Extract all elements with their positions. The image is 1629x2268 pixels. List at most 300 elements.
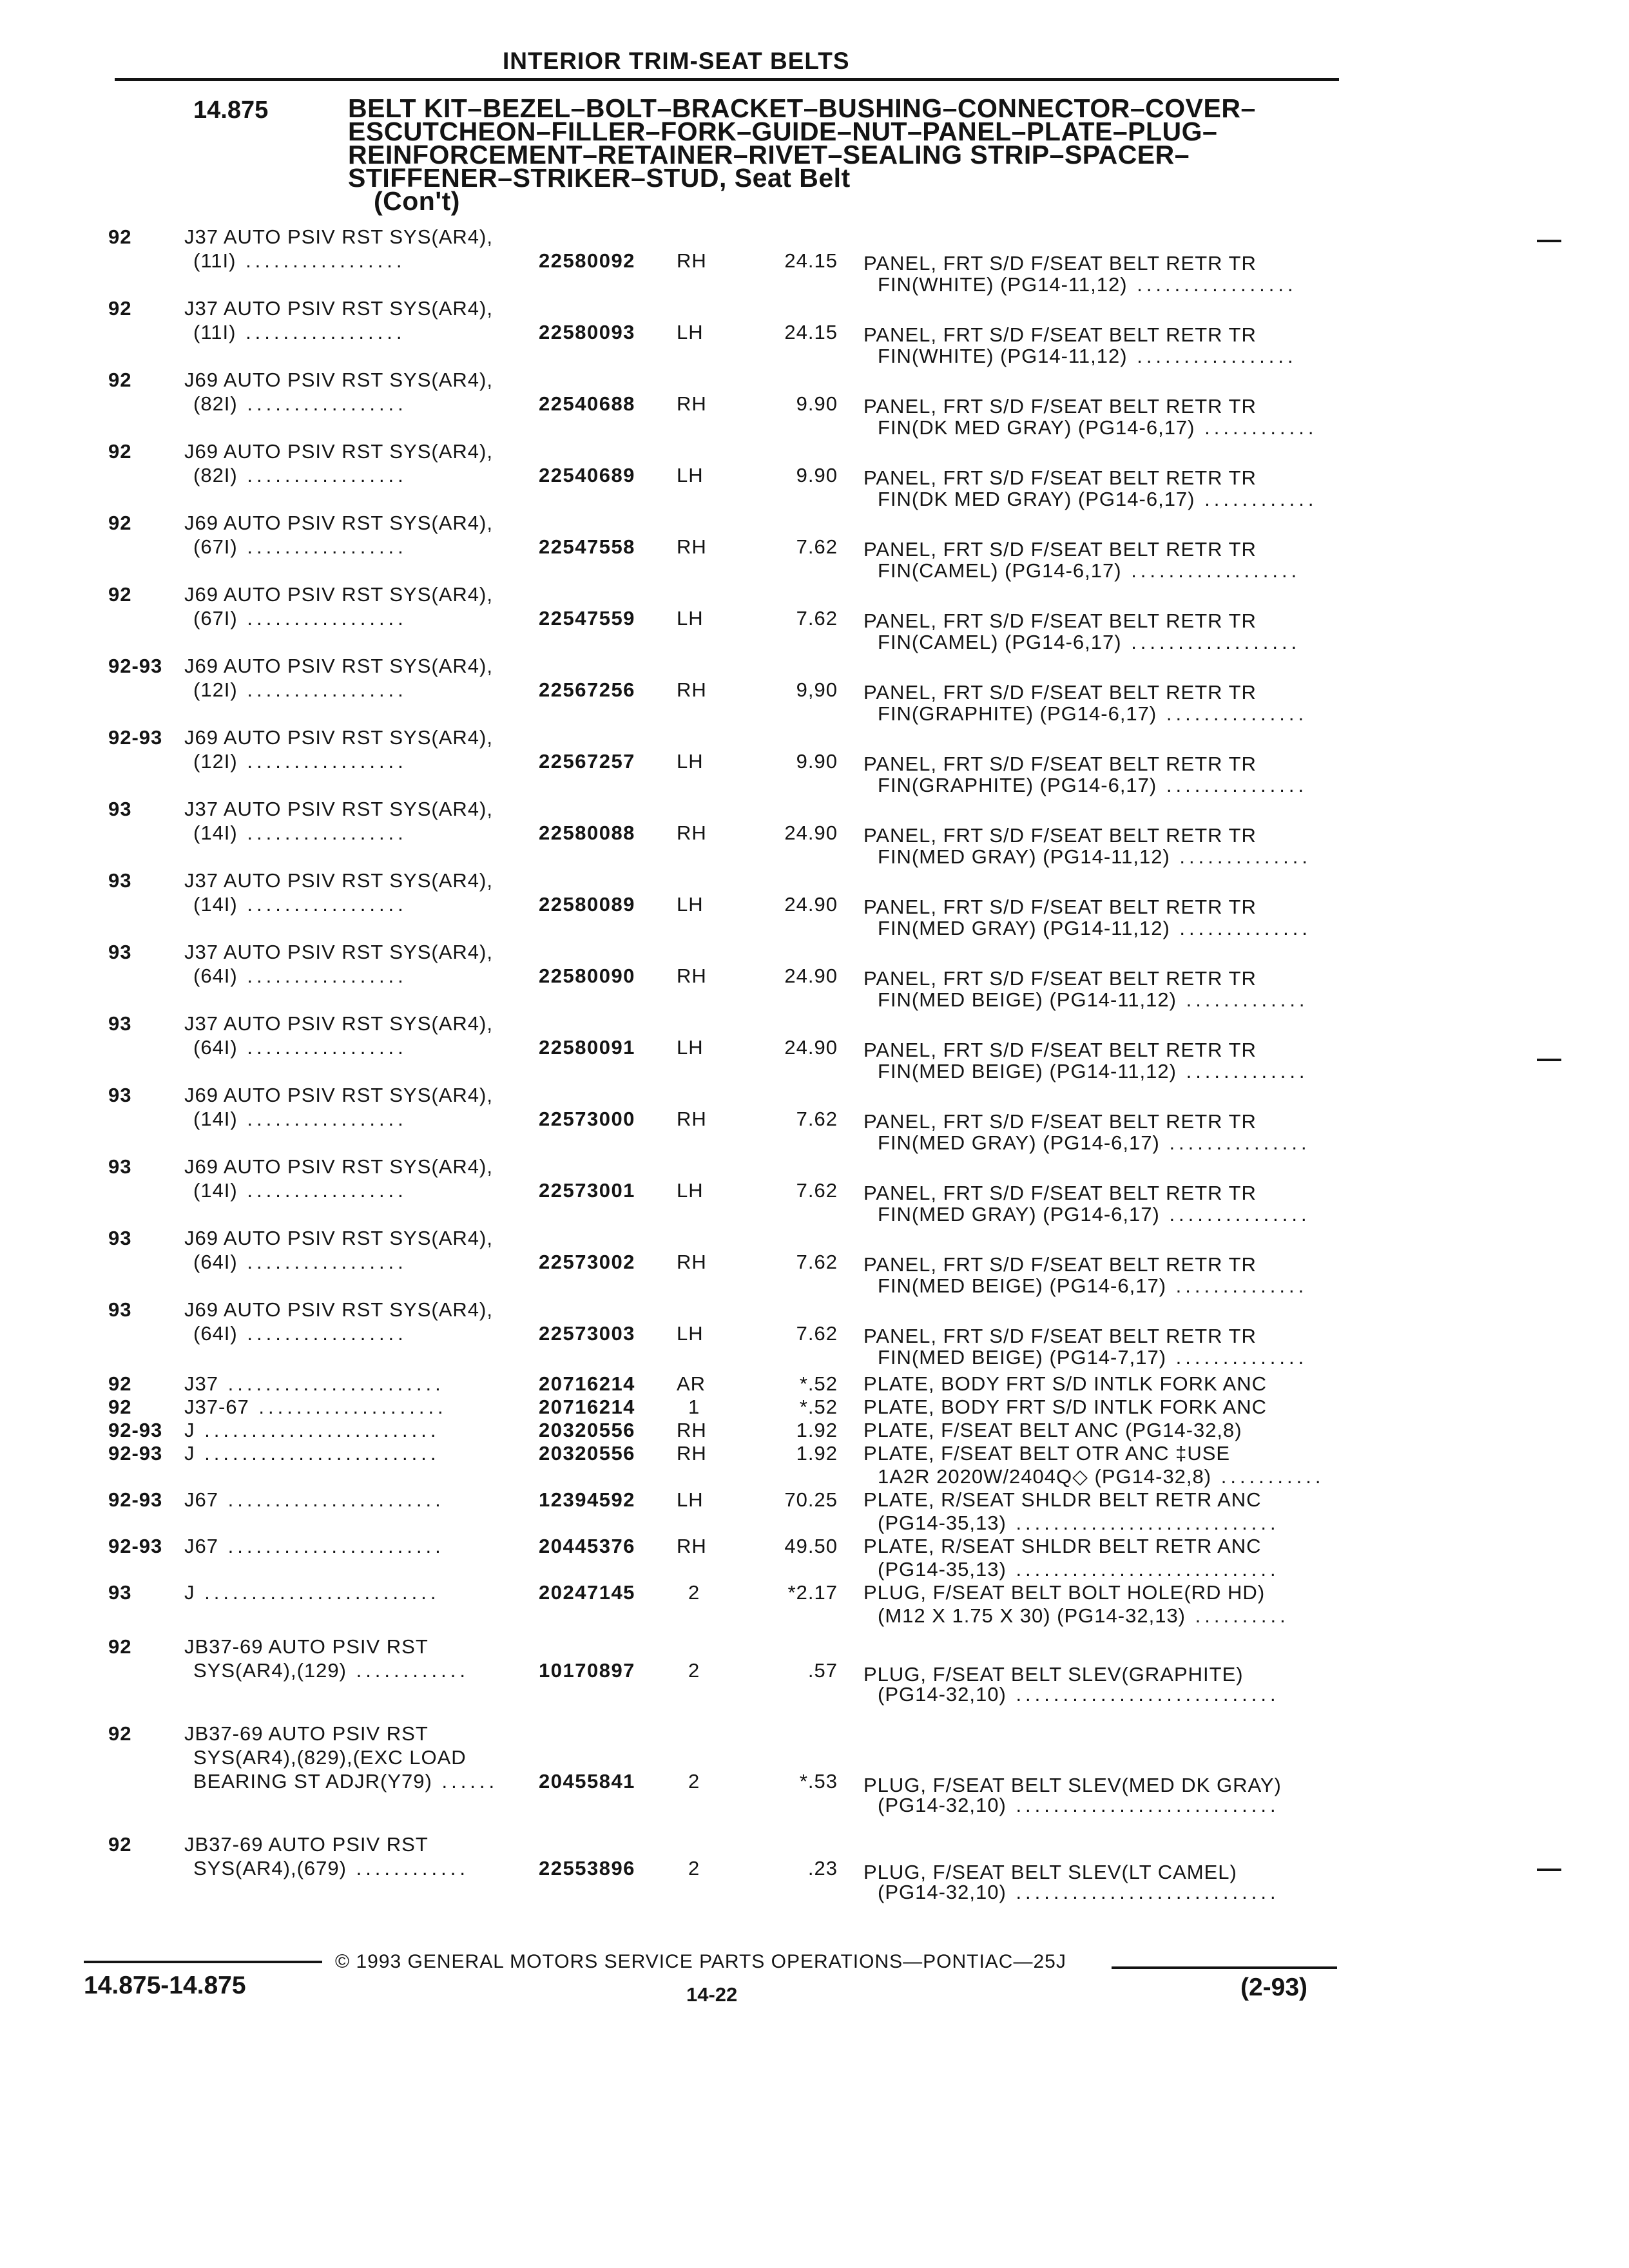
- application-text: J37 AUTO PSIV RST SYS(AR4),: [184, 226, 493, 248]
- quantity: LH: [677, 1036, 704, 1059]
- price: 9.90: [796, 392, 838, 415]
- dot-leader: .................: [237, 392, 407, 415]
- row-line: [0, 702, 1629, 726]
- dot-leader: ............................: [1006, 1881, 1280, 1903]
- quantity: LH: [677, 1322, 704, 1345]
- dot-leader: ..............: [1170, 845, 1311, 868]
- dot-leader: .......................: [218, 1488, 445, 1511]
- part-number: 22547559: [539, 607, 635, 629]
- dot-leader: ..............: [1170, 917, 1311, 939]
- row-line: [0, 1535, 1629, 1558]
- dot-leader: ......: [432, 1770, 499, 1792]
- description: FIN(DK MED GRAY) (PG14-6,17) ............: [878, 416, 1318, 439]
- description: FIN(MED GRAY) (PG14-11,12) ..............: [878, 917, 1311, 939]
- dot-leader: ............................: [1006, 1512, 1280, 1534]
- part-number: 20445376: [539, 1535, 635, 1557]
- description: FIN(WHITE) (PG14-11,12) .................: [878, 273, 1297, 296]
- description: (PG14-35,13) ............................: [878, 1512, 1280, 1534]
- row-line: [0, 988, 1629, 1012]
- row-line: [0, 1179, 1629, 1203]
- price: .23: [807, 1857, 838, 1879]
- row-line: [0, 893, 1629, 917]
- dot-leader: ............: [346, 1659, 469, 1682]
- dot-leader: ...........: [1211, 1465, 1325, 1488]
- row-line: [0, 297, 1629, 321]
- row-line: [0, 583, 1629, 607]
- table-row: [0, 1155, 1629, 1227]
- table-row: [0, 369, 1629, 440]
- row-line: [0, 1683, 1629, 1707]
- description: FIN(GRAPHITE) (PG14-6,17) ...............: [878, 702, 1308, 725]
- model-year: 93: [108, 1012, 132, 1035]
- quantity: AR: [677, 1372, 706, 1395]
- row-line: [0, 1604, 1629, 1628]
- model-year: 92: [108, 1833, 132, 1856]
- price: 24.90: [784, 1036, 838, 1059]
- part-number: 22553896: [539, 1857, 635, 1879]
- row-line: [0, 607, 1629, 631]
- description: PANEL, FRT S/D F/SEAT BELT RETR TR: [863, 395, 1257, 418]
- part-number: 22580091: [539, 1036, 635, 1059]
- application-text: SYS(AR4),(129) ............: [193, 1659, 469, 1682]
- price: .57: [807, 1659, 838, 1682]
- row-line: [0, 822, 1629, 845]
- table-row: [0, 1396, 1629, 1419]
- application-text: J37-67 ....................: [184, 1396, 447, 1418]
- quantity: RH: [677, 1442, 707, 1465]
- dot-leader: .................: [236, 321, 406, 343]
- description: PANEL, FRT S/D F/SEAT BELT RETR TR: [863, 1182, 1257, 1204]
- description: PLUG, F/SEAT BELT SLEV(GRAPHITE): [863, 1663, 1244, 1686]
- quantity: 2: [688, 1857, 700, 1879]
- row-line: [0, 1857, 1629, 1881]
- table-row: [0, 941, 1629, 1012]
- application-text: (12I) .................: [193, 678, 407, 701]
- part-number: 20247145: [539, 1581, 635, 1604]
- part-number: 20716214: [539, 1396, 635, 1418]
- application-text: JB37-69 AUTO PSIV RST: [184, 1833, 429, 1856]
- description: FIN(MED GRAY) (PG14-6,17) ...............: [878, 1131, 1311, 1154]
- table-row: [0, 726, 1629, 798]
- price: 7.62: [796, 1108, 838, 1130]
- dot-leader: ............................: [1006, 1794, 1280, 1816]
- part-number: 22573001: [539, 1179, 635, 1202]
- row-line: [0, 1155, 1629, 1179]
- quantity: RH: [677, 1419, 707, 1441]
- model-year: 92: [108, 1722, 132, 1745]
- model-year: 93: [108, 941, 132, 963]
- part-number: 22573003: [539, 1322, 635, 1345]
- description: FIN(WHITE) (PG14-11,12) .................: [878, 345, 1297, 367]
- row-line: [0, 774, 1629, 798]
- quantity: 1: [688, 1396, 700, 1418]
- row-line: [0, 1746, 1629, 1770]
- quantity: RH: [677, 965, 707, 987]
- row-line: [0, 1442, 1629, 1465]
- application-text: J37 AUTO PSIV RST SYS(AR4),: [184, 941, 493, 963]
- application-text: J .........................: [184, 1419, 440, 1441]
- dot-leader: .................: [237, 607, 407, 629]
- model-year: 93: [108, 869, 132, 892]
- row-line: [0, 226, 1629, 249]
- description: PANEL, FRT S/D F/SEAT BELT RETR TR: [863, 681, 1257, 704]
- description: PLUG, F/SEAT BELT BOLT HOLE(RD HD): [863, 1581, 1266, 1604]
- dot-leader: .................: [1127, 345, 1297, 367]
- section-number: 14.875: [193, 97, 269, 124]
- price: 7.62: [796, 607, 838, 629]
- section-heading: [348, 93, 1315, 216]
- row-line: [0, 1203, 1629, 1227]
- model-year: 93: [108, 1298, 132, 1321]
- row-line: [0, 965, 1629, 988]
- page-title: INTERIOR TRIM-SEAT BELTS: [503, 48, 850, 74]
- part-number: 20320556: [539, 1442, 635, 1465]
- price: 7.62: [796, 1251, 838, 1273]
- part-number: 12394592: [539, 1488, 635, 1511]
- row-line: [0, 1419, 1629, 1442]
- row-line: [0, 1036, 1629, 1060]
- row-line: [0, 369, 1629, 392]
- price: 24.90: [784, 965, 838, 987]
- row-line: [0, 464, 1629, 488]
- dot-leader: .................: [237, 750, 407, 773]
- part-number: 22580090: [539, 965, 635, 987]
- part-number: 22580089: [539, 893, 635, 916]
- table-row: [0, 869, 1629, 941]
- description: (PG14-35,13) ............................: [878, 1558, 1280, 1581]
- row-line: [0, 1274, 1629, 1298]
- description: PANEL, FRT S/D F/SEAT BELT RETR TR: [863, 538, 1257, 561]
- dot-leader: .................: [237, 965, 407, 987]
- table-row: [0, 1298, 1629, 1370]
- description: PLUG, F/SEAT BELT SLEV(LT CAMEL): [863, 1861, 1237, 1883]
- row-line: [0, 1794, 1629, 1818]
- price: 7.62: [796, 1322, 838, 1345]
- application-text: (67I) .................: [193, 535, 407, 558]
- dot-leader: ............................: [1006, 1683, 1280, 1706]
- dot-leader: .............: [1176, 1060, 1309, 1082]
- description: PANEL, FRT S/D F/SEAT BELT RETR TR: [863, 466, 1257, 489]
- table-row: [0, 226, 1629, 297]
- part-number: 22567256: [539, 678, 635, 701]
- price: *.53: [799, 1770, 838, 1792]
- model-year: 92-93: [108, 655, 163, 677]
- quantity: LH: [677, 607, 704, 629]
- dot-leader: ...............: [1157, 774, 1308, 796]
- row-line: [0, 321, 1629, 345]
- dot-leader: .................: [1127, 273, 1297, 296]
- part-number: 22567257: [539, 750, 635, 773]
- application-text: (64I) .................: [193, 1322, 407, 1345]
- quantity: LH: [677, 1179, 704, 1202]
- footer-rule-right: [1112, 1966, 1337, 1969]
- application-text: J37 AUTO PSIV RST SYS(AR4),: [184, 798, 493, 820]
- quantity: LH: [677, 321, 704, 343]
- quantity: RH: [677, 822, 707, 844]
- part-number: 22540688: [539, 392, 635, 415]
- model-year: 93: [108, 798, 132, 820]
- description: (PG14-32,10) ............................: [878, 1794, 1280, 1816]
- row-line: [0, 726, 1629, 750]
- row-line: [0, 1108, 1629, 1131]
- application-text: J67 .......................: [184, 1535, 445, 1557]
- application-text: J69 AUTO PSIV RST SYS(AR4),: [184, 512, 493, 534]
- table-row: [0, 1419, 1629, 1442]
- model-year: 92: [108, 369, 132, 391]
- row-line: [0, 917, 1629, 941]
- description: PANEL, FRT S/D F/SEAT BELT RETR TR: [863, 1325, 1257, 1347]
- model-year: 92: [108, 297, 132, 320]
- dot-leader: ............: [1195, 416, 1318, 439]
- description: FIN(MED GRAY) (PG14-6,17) ...............: [878, 1203, 1311, 1225]
- application-text: J69 AUTO PSIV RST SYS(AR4),: [184, 1298, 493, 1321]
- dot-leader: .................: [237, 1036, 407, 1059]
- quantity: LH: [677, 464, 704, 486]
- application-text: J .........................: [184, 1442, 440, 1465]
- application-text: (14I) .................: [193, 822, 407, 844]
- footer-rule-left: [84, 1961, 322, 1963]
- row-line: [0, 1465, 1629, 1488]
- row-line: [0, 1558, 1629, 1581]
- application-text: (64I) .................: [193, 1251, 407, 1273]
- part-number: 22540689: [539, 464, 635, 486]
- dot-leader: .................: [237, 1322, 407, 1345]
- dot-leader: .................: [237, 822, 407, 844]
- description: PANEL, FRT S/D F/SEAT BELT RETR TR: [863, 610, 1257, 632]
- quantity: RH: [677, 1535, 707, 1557]
- description: FIN(CAMEL) (PG14-6,17) ..................: [878, 559, 1301, 582]
- row-line: [0, 750, 1629, 774]
- row-line: [0, 1298, 1629, 1322]
- dot-leader: .........................: [195, 1419, 440, 1441]
- application-text: J69 AUTO PSIV RST SYS(AR4),: [184, 726, 493, 749]
- model-year: 92-93: [108, 726, 163, 749]
- dot-leader: ....................: [249, 1396, 447, 1418]
- dot-leader: .......................: [218, 1535, 445, 1557]
- dot-leader: .............: [1176, 988, 1309, 1011]
- price: 1.92: [796, 1442, 838, 1465]
- application-text: J .........................: [184, 1581, 440, 1604]
- dot-leader: .................: [237, 678, 407, 701]
- table-row: [0, 583, 1629, 655]
- row-line: [0, 535, 1629, 559]
- row-line: [0, 1833, 1629, 1857]
- quantity: 2: [688, 1659, 700, 1682]
- table-row: [0, 1635, 1629, 1707]
- description: PLATE, BODY FRT S/D INTLK FORK ANC: [863, 1396, 1268, 1418]
- section-title: BELT KIT–BEZEL–BOLT–BRACKET–BUSHING–CONNECTOR–COVER–ESCUTCHEON–FILLER–FORK–GUIDE–NUT–PANEL–PLATE–PLUG–REINFORCEMENT–RETAINER–RIVET–SEALING STRIP–SPACER–STIFFENER–STRIKER–STUD, Seat Belt: [348, 93, 1256, 193]
- application-text: (14I) .................: [193, 1179, 407, 1202]
- application-text: (82I) .................: [193, 464, 407, 486]
- margin-tick: [1537, 1059, 1561, 1061]
- dot-leader: .......................: [218, 1372, 445, 1395]
- part-number: 20455841: [539, 1770, 635, 1792]
- quantity: RH: [677, 249, 707, 272]
- dot-leader: .................: [237, 464, 407, 486]
- row-line: [0, 249, 1629, 273]
- table-row: [0, 1084, 1629, 1155]
- description: PANEL, FRT S/D F/SEAT BELT RETR TR: [863, 896, 1257, 918]
- description: PANEL, FRT S/D F/SEAT BELT RETR TR: [863, 1110, 1257, 1133]
- quantity: RH: [677, 1251, 707, 1273]
- description: PLATE, F/SEAT BELT OTR ANC ‡USE: [863, 1442, 1231, 1465]
- table-row: [0, 1442, 1629, 1488]
- table-row: [0, 1535, 1629, 1581]
- table-row: [0, 1833, 1629, 1905]
- row-line: [0, 392, 1629, 416]
- dot-leader: .................: [237, 1179, 407, 1202]
- row-line: [0, 631, 1629, 655]
- application-text: J69 AUTO PSIV RST SYS(AR4),: [184, 583, 493, 606]
- quantity: 2: [688, 1770, 700, 1792]
- application-text: (11I) .................: [193, 249, 406, 272]
- quantity: LH: [677, 750, 704, 773]
- footer-copyright: © 1993 GENERAL MOTORS SERVICE PARTS OPERATIONS—PONTIAC—25J: [335, 1951, 1066, 1972]
- row-line: [0, 1635, 1629, 1659]
- margin-tick: [1537, 240, 1561, 242]
- description: PLATE, BODY FRT S/D INTLK FORK ANC: [863, 1372, 1268, 1395]
- quantity: RH: [677, 535, 707, 558]
- model-year: 92: [108, 583, 132, 606]
- row-line: [0, 345, 1629, 369]
- dot-leader: ............: [346, 1857, 469, 1879]
- application-text: (67I) .................: [193, 607, 407, 629]
- application-text: J69 AUTO PSIV RST SYS(AR4),: [184, 655, 493, 677]
- section-continued: (Con't): [374, 186, 460, 216]
- part-number: 22573002: [539, 1251, 635, 1273]
- model-year: 92: [108, 440, 132, 463]
- row-line: [0, 273, 1629, 297]
- row-line: [0, 1346, 1629, 1370]
- row-line: [0, 1581, 1629, 1604]
- quantity: LH: [677, 893, 704, 916]
- application-text: J67 .......................: [184, 1488, 445, 1511]
- application-text: (14I) .................: [193, 1108, 407, 1130]
- model-year: 92: [108, 1635, 132, 1658]
- row-line: [0, 798, 1629, 822]
- price: 7.62: [796, 535, 838, 558]
- dot-leader: ............................: [1006, 1558, 1280, 1581]
- row-line: [0, 1131, 1629, 1155]
- application-text: BEARING ST ADJR(Y79) ......: [193, 1770, 499, 1792]
- description: PANEL, FRT S/D F/SEAT BELT RETR TR: [863, 252, 1257, 274]
- price: 9.90: [796, 464, 838, 486]
- footer-page-number: 14-22: [686, 1983, 738, 2006]
- description: FIN(MED BEIGE) (PG14-6,17) ..............: [878, 1274, 1308, 1297]
- description: PANEL, FRT S/D F/SEAT BELT RETR TR: [863, 1039, 1257, 1061]
- quantity: 2: [688, 1581, 700, 1604]
- application-text: J69 AUTO PSIV RST SYS(AR4),: [184, 369, 493, 391]
- application-text: (64I) .................: [193, 965, 407, 987]
- dot-leader: ...............: [1159, 1203, 1311, 1225]
- row-line: [0, 1722, 1629, 1746]
- margin-tick: [1537, 1869, 1561, 1871]
- price: 24.90: [784, 893, 838, 916]
- application-text: (11I) .................: [193, 321, 406, 343]
- dot-leader: ..............: [1166, 1346, 1308, 1369]
- description: (PG14-32,10) ............................: [878, 1683, 1280, 1706]
- description: PANEL, FRT S/D F/SEAT BELT RETR TR: [863, 967, 1257, 990]
- part-number: 22580093: [539, 321, 635, 343]
- row-line: [0, 1488, 1629, 1512]
- application-text: SYS(AR4),(829),(EXC LOAD: [193, 1746, 467, 1769]
- quantity: RH: [677, 1108, 707, 1130]
- row-line: [0, 845, 1629, 869]
- description: FIN(GRAPHITE) (PG14-6,17) ...............: [878, 774, 1308, 796]
- table-row: [0, 440, 1629, 512]
- description: (M12 X 1.75 X 30) (PG14-32,13) ..........: [878, 1604, 1289, 1627]
- price: 49.50: [784, 1535, 838, 1557]
- row-line: [0, 1770, 1629, 1794]
- dot-leader: .................: [236, 249, 406, 272]
- part-number: 22573000: [539, 1108, 635, 1130]
- price: 24.15: [784, 321, 838, 343]
- table-row: [0, 798, 1629, 869]
- footer-range: 14.875-14.875: [84, 1972, 246, 1999]
- row-line: [0, 941, 1629, 965]
- table-row: [0, 1372, 1629, 1396]
- dot-leader: ..........: [1186, 1604, 1289, 1627]
- description: PLATE, R/SEAT SHLDR BELT RETR ANC: [863, 1535, 1262, 1557]
- part-number: 22580088: [539, 822, 635, 844]
- description: PLATE, R/SEAT SHLDR BELT RETR ANC: [863, 1488, 1262, 1511]
- application-text: J69 AUTO PSIV RST SYS(AR4),: [184, 1084, 493, 1106]
- application-text: J37 AUTO PSIV RST SYS(AR4),: [184, 1012, 493, 1035]
- application-text: J69 AUTO PSIV RST SYS(AR4),: [184, 1155, 493, 1178]
- application-text: (14I) .................: [193, 893, 407, 916]
- row-line: [0, 440, 1629, 464]
- row-line: [0, 1512, 1629, 1535]
- row-line: [0, 1012, 1629, 1036]
- row-line: [0, 1251, 1629, 1274]
- description: PLUG, F/SEAT BELT SLEV(MED DK GRAY): [863, 1774, 1282, 1796]
- application-text: JB37-69 AUTO PSIV RST: [184, 1635, 429, 1658]
- table-row: [0, 1581, 1629, 1628]
- price: 24.15: [784, 249, 838, 272]
- application-text: J37 .......................: [184, 1372, 445, 1395]
- model-year: 92: [108, 1396, 132, 1418]
- row-line: [0, 1881, 1629, 1905]
- row-line: [0, 869, 1629, 893]
- price: 9,90: [796, 678, 838, 701]
- table-row: [0, 297, 1629, 369]
- quantity: RH: [677, 678, 707, 701]
- part-number: 22547558: [539, 535, 635, 558]
- table-row: [0, 1012, 1629, 1084]
- model-year: 92: [108, 1372, 132, 1395]
- model-year: 92: [108, 226, 132, 248]
- row-line: [0, 1227, 1629, 1251]
- footer-date: (2-93): [1240, 1974, 1308, 2001]
- description: (PG14-32,10) ............................: [878, 1881, 1280, 1903]
- model-year: 92-93: [108, 1535, 163, 1557]
- model-year: 93: [108, 1227, 132, 1249]
- description: FIN(CAMEL) (PG14-6,17) ..................: [878, 631, 1301, 653]
- table-row: [0, 655, 1629, 726]
- description: 1A2R 2020W/2404Q◇ (PG14-32,8) ...........: [878, 1465, 1325, 1488]
- table-row: [0, 1488, 1629, 1535]
- dot-leader: .........................: [195, 1442, 440, 1465]
- model-year: 92-93: [108, 1442, 163, 1465]
- model-year: 93: [108, 1581, 132, 1604]
- row-line: [0, 1084, 1629, 1108]
- price: 7.62: [796, 1179, 838, 1202]
- description: PANEL, FRT S/D F/SEAT BELT RETR TR: [863, 824, 1257, 847]
- part-number: 20716214: [539, 1372, 635, 1395]
- description: FIN(DK MED GRAY) (PG14-6,17) ............: [878, 488, 1318, 510]
- dot-leader: .................: [237, 1108, 407, 1130]
- description: FIN(MED GRAY) (PG14-11,12) ..............: [878, 845, 1311, 868]
